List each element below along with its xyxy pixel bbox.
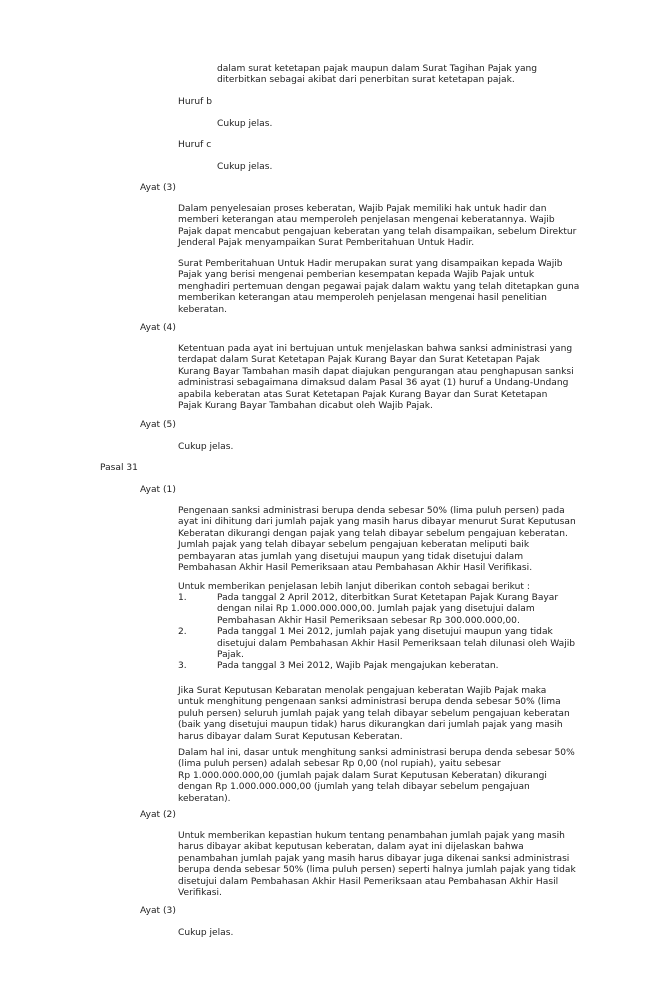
ayat-4-paragraph [178,344,574,412]
text-line: Jenderal Pajak menyampaikan Surat Pemberitahuan Untuk Hadir. [178,238,475,249]
text-line: Pembahasan Akhir Hasil Pemeriksaan atau Pembahasan Akhir Hasil Verifikasi. [178,563,533,574]
pasal-31-heading: Pasal 31 [100,463,138,473]
pasal-31-ayat-3-text [178,928,233,939]
text-line: Pembahasan Akhir Hasil Pemeriksaan sebesar Rp 300.000.000,00. [217,615,520,626]
ayat-3-paragraph-2 [178,259,579,316]
list-item [178,627,576,661]
text-line: Pajak dapat mencabut pengajuan keberatan yang telah disampaikan, sebelum Direktur [178,226,577,237]
text-line: Untuk memberikan penjelasan lebih lanjut diberikan contoh sebagai berikut : [178,582,530,592]
huruf-c-heading: Huruf c [178,140,212,150]
text-line: Kurang Bayar Tambahan masih dapat diajukan pengurangan atau penghapusan sanksi [178,366,574,377]
text-line: dengan Rp 1.000.000.000,00 (jumlah yang telah dibayar sebelum pengajuan [178,782,530,793]
text-line: Jika Surat Keputusan Kebaratan menolak pengajuan keberatan Wajib Pajak maka [178,686,547,696]
text-line: diterbitkan sebagai akibat dari penerbitan surat ketetapan pajak. [217,75,515,86]
text-line: untuk menghitung pengenaan sanksi administrasi berupa denda sebesar 50% (lima [178,697,561,708]
text-line: Cukup jelas. [178,928,234,938]
text-line: Pada tanggal 1 Mei 2012, jumlah pajak yang disetujui maupun yang tidak [217,627,553,638]
text-line: Verifikasi. [178,888,222,899]
text-line: Pada tanggal 2 April 2012, diterbitkan Surat Ketetapan Pajak Kurang Bayar [217,593,559,603]
text-line: keberatan. [178,304,228,315]
pasal-31-ayat-2-paragraph [178,831,576,899]
text-line: Jumlah pajak yang telah dibayar sebelum pengajuan keberatan meliputi baik [178,540,530,551]
pasal-31-ayat-1-paragraph-1 [178,506,576,574]
text-line: apabila keberatan atas Surat Ketetapan Pajak Kurang Bayar dan Surat Ketetapan [178,389,548,400]
text-line: berupa denda sebesar 50% (lima puluh persen) seperti halnya jumlah pajak yang tidak [178,865,576,876]
text-line: penambahan jumlah pajak yang masih harus dibayar juga dikenai sanksi administrasi [178,853,570,864]
text-line: memberikan keterangan atau memperoleh penjelasan mengenai hasil penelitian [178,293,547,304]
ayat-5-text [178,442,233,453]
huruf-b-text [217,119,272,130]
text-line: Pajak. [217,650,244,661]
text-line: Keberatan dikurangi dengan pajak yang telah dibayar sebelum pengajuan keberatan. [178,528,568,539]
pasal-31-ayat-2-heading: Ayat (2) [140,810,176,820]
list-number: 1. [178,593,187,603]
text-line: harus dibayar dalam Surat Keputusan Keberatan. [178,731,403,742]
text-line: (baik yang disetujui maupun tidak) harus dikurangkan dari jumlah pajak yang masih [178,720,563,731]
ayat-3-heading: Ayat (3) [140,183,176,193]
text-line: Pajak yang berisi mengenai pemberian kesempatan kepada Wajib Pajak untuk [178,270,535,281]
text-line: Untuk memberikan kepastian hukum tentang penambahan jumlah pajak yang masih [178,831,565,841]
text-line: puluh persen) seluruh jumlah pajak yang telah dibayar sebelum pengajuan keberatan [178,708,570,719]
text-line: Pajak Kurang Bayar Tambahan dicabut oleh Wajib Pajak. [178,401,433,412]
pasal-31-ayat-1-heading: Ayat (1) [140,485,176,495]
text-line: Pada tanggal 3 Mei 2012, Wajib Pajak mengajukan keberatan. [217,661,499,672]
huruf-b-heading: Huruf b [178,97,212,107]
text-line: Pengenaan sanksi administrasi berupa denda sebesar 50% (lima puluh persen) pada [178,506,565,516]
text-line: dengan nilai Rp 1.000.000.000,00. Jumlah pajak yang disetujui dalam [217,604,535,615]
text-line: administrasi sebagaimana dimaksud dalam Pasal 36 ayat (1) huruf a Undang-Undang [178,378,569,389]
text-line: ayat ini dihitung dari jumlah pajak yang masih harus dibayar menurut Surat Keputusan [178,517,576,528]
text-line: Dalam hal ini, dasar untuk menghitung sanksi administrasi berupa denda sebesar 50% [178,748,575,758]
list-number: 2. [178,627,187,638]
ayat-4-heading: Ayat (4) [140,323,176,333]
pasal-31-ayat-1-paragraph-3 [178,686,570,743]
text-line: Rp 1.000.000.000,00 (jumlah pajak dalam Surat Keputusan Keberatan) dikurangi [178,770,547,781]
text-line: Surat Pemberitahuan Untuk Hadir merupakan surat yang disampaikan kepada Wajib [178,259,563,269]
pasal-31-ayat-1-paragraph-4 [178,748,575,805]
list-number: 3. [178,661,187,672]
text-line: Cukup jelas. [217,119,273,129]
ayat-5-heading: Ayat (5) [140,420,176,430]
text-line: disetujui dalam Pembahasan Akhir Hasil Pemeriksaan atau Pembahasan Akhir Hasil [178,876,559,887]
text-line: (lima puluh persen) adalah sebesar Rp 0,00 (nol rupiah), yaitu sebesar [178,759,501,770]
text-line: memberi keterangan atau memperoleh penjelasan mengenai keberatannya. Wajib [178,215,555,226]
text-line: disetujui dalam Pembahasan Akhir Hasil Pemeriksaan telah dilunasi oleh Wajib [217,638,576,649]
list-item [178,593,575,627]
pasal-31-ayat-3-heading: Ayat (3) [140,906,176,916]
text-line: Cukup jelas. [178,442,234,452]
text-line: keberatan). [178,793,231,804]
text-line: Dalam penyelesaian proses keberatan, Wajib Pajak memiliki hak untuk hadir dan [178,204,547,214]
continued-paragraph [217,64,537,87]
text-line: Ketentuan pada ayat ini bertujuan untuk menjelaskan bahwa sanksi administrasi yang [178,344,573,354]
pasal-31-ayat-1-intro [178,582,530,593]
ayat-3-paragraph-1 [178,204,576,250]
list-item [178,661,575,672]
text-line: harus dibayar akibat keputusan keberatan, dalam ayat ini dijelaskan bahwa [178,842,524,853]
text-line: menghadiri pertemuan dengan pegawai pajak dalam waktu yang telah ditetapkan guna [178,281,580,292]
text-line: dalam surat ketetapan pajak maupun dalam Surat Tagihan Pajak yang [217,64,538,74]
huruf-c-text [217,162,272,173]
text-line: terdapat dalam Surat Ketetapan Pajak Kurang Bayar dan Surat Ketetapan Pajak [178,355,540,366]
text-line: pembayaran atas jumlah yang disetujui maupun yang tidak disetujui dalam [178,551,524,562]
text-line: Cukup jelas. [217,162,273,172]
example-list [178,593,576,673]
